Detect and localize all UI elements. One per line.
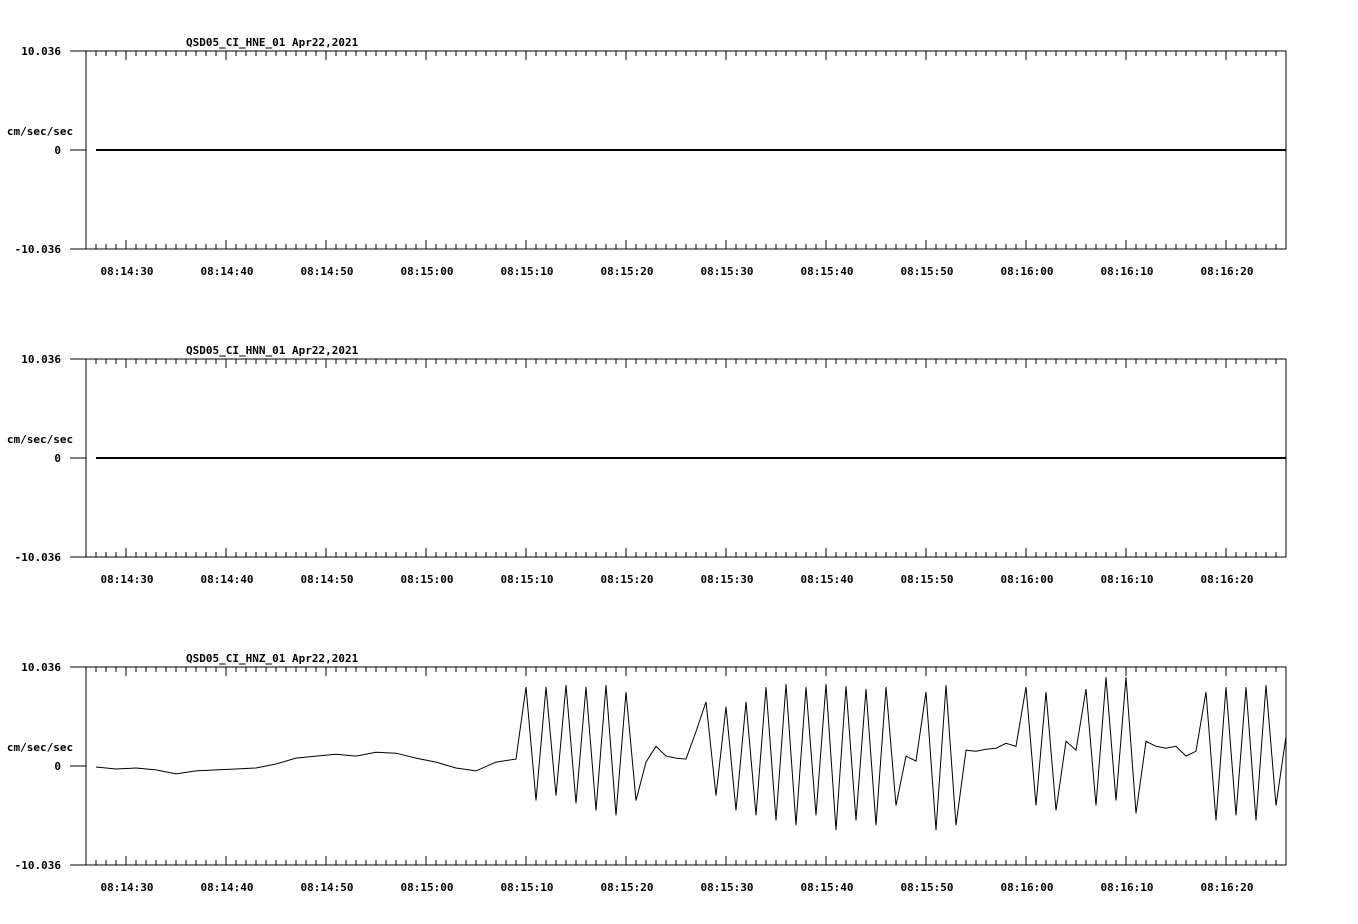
- x-tick-label: 08:16:20: [1200, 881, 1254, 894]
- y-tick-label: 0: [54, 452, 61, 465]
- panel-1: [7, 36, 1286, 278]
- x-tick-label: 08:14:30: [100, 265, 154, 278]
- y-axis-label: cm/sec/sec: [6, 125, 74, 138]
- panel-title: QSD05_CI_HNZ_01 Apr22,2021: [186, 652, 359, 665]
- panel-3: [7, 652, 1286, 894]
- x-tick-label: 08:15:40: [800, 265, 854, 278]
- y-tick-label: 10.036: [21, 353, 61, 366]
- x-tick-label: 08:14:30: [100, 881, 154, 894]
- x-tick-label: 08:15:10: [500, 573, 554, 586]
- x-tick-label: 08:16:20: [1200, 573, 1254, 586]
- x-tick-label: 08:14:50: [300, 881, 354, 894]
- y-axis-label: cm/sec/sec: [6, 741, 74, 754]
- x-tick-label: 08:15:00: [400, 265, 454, 278]
- panel-2: [7, 344, 1286, 586]
- x-tick-label: 08:15:10: [500, 881, 554, 894]
- x-tick-label: 08:15:50: [900, 265, 954, 278]
- x-tick-label: 08:14:30: [100, 573, 154, 586]
- x-tick-label: 08:15:50: [900, 573, 954, 586]
- y-tick-label: -10.036: [14, 859, 61, 872]
- x-tick-label: 08:15:50: [900, 881, 954, 894]
- x-tick-label: 08:15:30: [700, 573, 754, 586]
- x-tick-label: 08:15:40: [800, 573, 854, 586]
- x-tick-label: 08:16:00: [1000, 881, 1054, 894]
- x-tick-label: 08:15:00: [400, 881, 454, 894]
- x-tick-label: 08:14:40: [200, 573, 254, 586]
- x-tick-label: 08:15:30: [700, 881, 754, 894]
- x-tick-label: 08:16:10: [1100, 573, 1154, 586]
- x-tick-label: 08:14:40: [200, 881, 254, 894]
- series-line: [96, 677, 1286, 830]
- x-tick-label: 08:15:00: [400, 573, 454, 586]
- y-tick-label: -10.036: [14, 551, 61, 564]
- x-tick-label: 08:16:10: [1100, 265, 1154, 278]
- x-tick-label: 08:15:20: [600, 881, 654, 894]
- x-tick-label: 08:16:20: [1200, 265, 1254, 278]
- x-tick-label: 08:16:00: [1000, 265, 1054, 278]
- panel-title: QSD05_CI_HNE_01 Apr22,2021: [186, 36, 359, 49]
- x-tick-label: 08:15:40: [800, 881, 854, 894]
- x-tick-label: 08:14:50: [300, 265, 354, 278]
- x-tick-label: 08:15:20: [600, 265, 654, 278]
- x-tick-label: 08:15:30: [700, 265, 754, 278]
- y-tick-label: 0: [54, 760, 61, 773]
- y-axis-label: cm/sec/sec: [6, 433, 74, 446]
- x-tick-label: 08:16:00: [1000, 573, 1054, 586]
- x-tick-label: 08:15:10: [500, 265, 554, 278]
- x-tick-label: 08:14:50: [300, 573, 354, 586]
- x-tick-label: 08:15:20: [600, 573, 654, 586]
- x-tick-label: 08:14:40: [200, 265, 254, 278]
- y-tick-label: 0: [54, 144, 61, 157]
- y-tick-label: -10.036: [14, 243, 61, 256]
- y-tick-label: 10.036: [21, 45, 61, 58]
- x-tick-label: 08:16:10: [1100, 881, 1154, 894]
- y-tick-label: 10.036: [21, 661, 61, 674]
- panel-title: QSD05_CI_HNN_01 Apr22,2021: [186, 344, 359, 357]
